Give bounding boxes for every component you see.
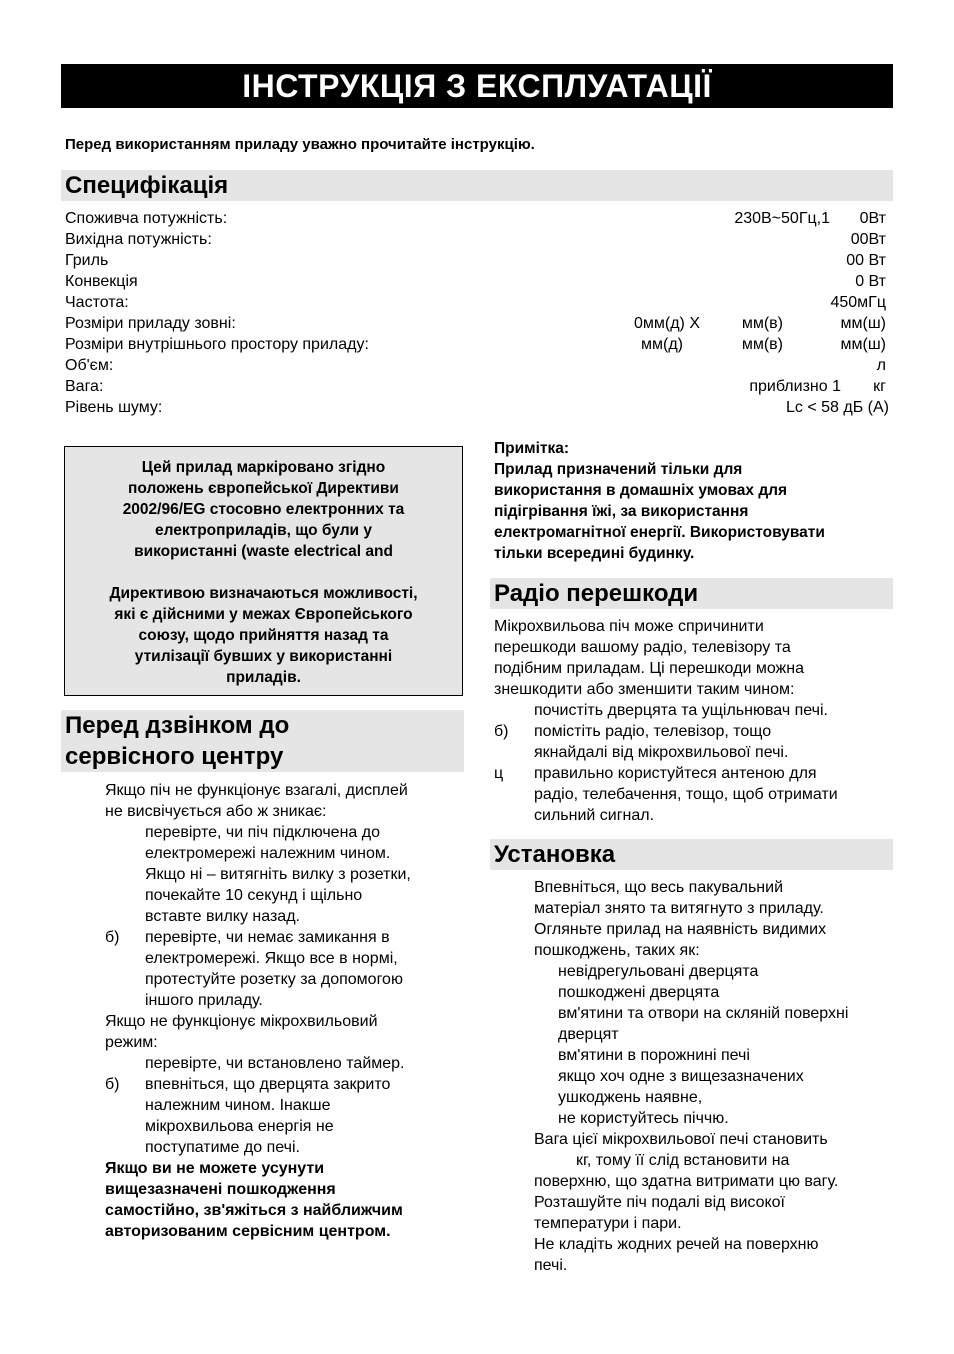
spec-value: мм(д) [641,336,683,353]
spec-row [65,376,889,397]
intro-text: Перед використанням приладу уважно прочитайте інструкцію. [65,136,535,153]
spec-value: 00 Вт [846,252,886,269]
spec-value: 0 Вт [855,273,886,290]
spec-row [65,229,889,250]
spec-value: 00Вт [850,231,886,248]
spec-heading: Специфікація [61,170,893,201]
spec-row [65,355,889,376]
radio-heading: Радіо перешкоди [490,578,893,609]
spec-label: Гриль [65,252,109,269]
list-item: б) впевніться, що дверцята закрито належним чином. Інакше мікрохвильова енергія не поступатиме до печі. [105,1076,391,1156]
list-item: б) помістіть радіо, телевізор, тощо якнайдалі від мікрохвильової печі. [494,723,789,761]
notice-line: електроприладів, що були у [154,522,372,539]
spec-value: 450мГц [830,294,886,311]
spec-label: Вихідна потужність: [65,231,212,248]
spec-label: Конвекція [65,273,138,290]
notice-line: положень європейської Директиви [128,480,399,497]
weee-notice-box [64,446,463,696]
spec-label: Об'єм: [65,357,114,374]
notice-line: утилізації бувших у використанні [134,648,393,665]
service-body: Якщо піч не функціонує взагалі, дисплей не висвічується або ж зникає: перевірте, чи піч підключена до електромережі належним чином. Якщо ні – витягніть вилку з розетки, почекайте 10 секунд і щільно вставте вилку назад. б) перевірте, чи немає замикання в електромережі. Якщо все в нормі, протестуйте розетку за допомогою іншого приладу. Якщо не функціонує мікрохвильовий режим: перевірте, чи встановлено таймер. б) впевніться, що дверцята закрито належним чином. Інакше мікрохвильова енергія не поступатиме до печі. Якщо ви не можете усунути вищезазначені пошкодження самостійно, зв'яжіться з найближчим авторизованим сервісним центром. [65,780,465,1242]
spec-label: Розміри внутрішнього простору приладу: [65,336,369,353]
spec-row [65,334,889,355]
spec-value: 230В~50Гц,1 [734,210,830,227]
spec-row [65,271,889,292]
spec-label: Частота: [65,294,129,311]
notice-line: союзу, щодо прийняття назад та [138,627,389,644]
spec-row [65,397,889,418]
list-item: б) перевірте, чи немає замикання в електромережі. Якщо все в нормі, протестуйте розетку за допомогою іншого приладу. [105,929,403,1009]
spec-value: Lc < 58 дБ (A) [786,399,889,416]
spec-label: Споживча потужність: [65,210,228,227]
spec-value: кг [873,378,886,395]
spec-row [65,208,889,229]
spec-value: мм(в) [741,315,783,332]
notice-line: які є дійсними у межах Європейського [114,606,413,623]
spec-value: приблизно 1 [749,378,841,395]
spec-table [65,208,889,418]
radio-body: Мікрохвильова піч може спричинити перешкоди вашому радіо, телевізору та подібним приладам. Ці перешкоди можна знешкодити або зменшити таким чином: почистіть дверцята та ущільнювач печі. б) помістіть радіо, телевізор, тощо якнайдалі від мікрохвильової печі. ц правильно користуйтеся антеною для радіо, телебачення, тощо, щоб отримати сильний сигнал. [494,616,894,826]
note-block: Примітка: Прилад призначений тільки для використання в домашніх умовах для підігрівання їжі, за використання електромагнітної енергії. Використовувати тільки всередині будинку. [494,438,894,564]
spec-label: Розміри приладу зовні: [65,315,236,332]
spec-label: Вага: [65,378,104,395]
install-heading: Установка [490,839,893,870]
service-heading: Перед дзвінком до сервісного центру [61,710,464,772]
notice-line: використанні (waste electrical and [134,543,393,560]
spec-label: Рівень шуму: [65,399,163,416]
spec-value: мм(в) [741,336,783,353]
spec-value: 0Вт [859,210,886,227]
spec-row [65,250,889,271]
notice-line: 2002/96/EG стосовно електронних та [122,501,405,518]
page-title: ІНСТРУКЦІЯ З ЕКСПЛУАТАЦІЇ [61,64,893,108]
spec-row [65,292,889,313]
spec-value: мм(ш) [840,336,886,353]
note-label: Примітка: [494,440,570,457]
notice-line: приладів. [226,669,301,686]
install-body: Впевніться, що весь пакувальний матеріал знято та витягнуто з приладу. Огляньте прилад на наявність видимих пошкоджень, таких як: невідрегульовані дверцята пошкоджені дверцята вм'ятини та отвори на скляній поверхні дверцят вм'ятини в порожнині печі якщо хоч одне з вищезазначених ушкоджень наявне, не користуйтесь піччю. Вага цієї мікрохвильової печі становить кг, тому її слід встановити на поверхню, що здатна витримати цю вагу. Розташуйте піч подалі від високої температури і пари. Не кладіть жодних речей на поверхню печі. [534,879,849,1274]
spec-value: 0мм(д) Х [633,315,700,332]
spec-value: л [876,357,886,374]
notice-line: Директивою визначаються можливості, [109,585,418,602]
spec-value: мм(ш) [840,315,886,332]
list-item: ц правильно користуйтеся антеною для радіо, телебачення, тощо, щоб отримати сильний сигнал. [494,765,838,824]
notice-line: Цей прилад маркіровано згідно [141,459,386,476]
spec-row [65,313,889,334]
